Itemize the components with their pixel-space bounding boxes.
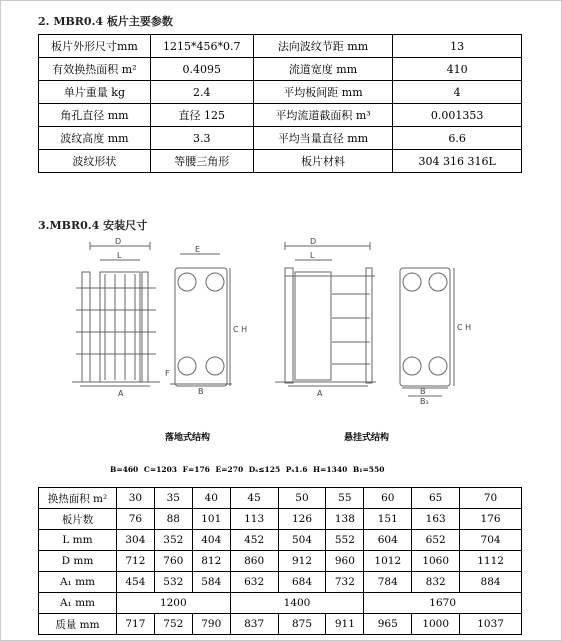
floor-side-view (72, 242, 160, 386)
table-cell: 流道宽度 mm (253, 58, 393, 81)
table-cell: 35 (154, 488, 192, 509)
dim-label-a-right: A (317, 389, 323, 398)
table-cell: 有效换热面积 m² (39, 58, 151, 81)
table-cell: 101 (192, 509, 230, 530)
table-row (39, 81, 522, 104)
table-cell: 790 (192, 614, 230, 635)
table-cell: 752 (154, 614, 192, 635)
dim-label-ch: C H (233, 325, 248, 334)
table-cell: 3.3 (150, 127, 253, 150)
row-label: 换热面积 m² (39, 488, 117, 509)
section2-heading: 2. MBR0.4 板片主要参数 (38, 15, 173, 28)
table-cell: 1215*456*0.7 (150, 35, 253, 58)
section3-heading: 3.MBR0.4 安装尺寸 (38, 219, 148, 232)
table-cell: 812 (192, 551, 230, 572)
table-cell: 304 (116, 530, 154, 551)
table-cell: 832 (412, 572, 460, 593)
caption-floor-type: 落地式结构 (165, 433, 211, 443)
table-cell: 平均流道截面积 m³ (253, 104, 393, 127)
table-cell: 784 (364, 572, 412, 593)
table-cell: 604 (364, 530, 412, 551)
table-cell: 55 (326, 488, 364, 509)
group-cell: 1200 (116, 593, 230, 614)
table-cell: 760 (154, 551, 192, 572)
table-cell: 652 (412, 530, 460, 551)
table-cell: 40 (192, 488, 230, 509)
table-cell: 911 (326, 614, 364, 635)
table-cell: 13 (393, 35, 522, 58)
table-cell: 965 (364, 614, 412, 635)
table-cell: 50 (278, 488, 326, 509)
row-label: 质量 mm (39, 614, 117, 635)
table-cell: 712 (116, 551, 154, 572)
table-cell: 632 (230, 572, 278, 593)
table-cell: 138 (326, 509, 364, 530)
table-cell: 163 (412, 509, 460, 530)
table-cell: 684 (278, 572, 326, 593)
table-cell: 0.001353 (393, 104, 522, 127)
table-cell: 860 (230, 551, 278, 572)
table-cell: 88 (154, 509, 192, 530)
table-cell: 65 (412, 488, 460, 509)
table-cell: 584 (192, 572, 230, 593)
table-row (39, 572, 522, 593)
table-cell: 532 (154, 572, 192, 593)
table-cell: 1112 (460, 551, 522, 572)
table-cell: 113 (230, 509, 278, 530)
table-cell: 504 (278, 530, 326, 551)
hanging-side-view (275, 242, 376, 386)
plate-parameters-table (38, 34, 522, 173)
table-cell: 875 (278, 614, 326, 635)
table-cell: 1012 (364, 551, 412, 572)
table-row (39, 150, 522, 173)
table-cell: 平均板间距 mm (253, 81, 393, 104)
weight-row (39, 614, 522, 635)
table-row (39, 551, 522, 572)
install-parameters: B=460 C=1203 F=176 E=270 Dₛ≤125 Pₛ1.6 H=1340 B₁=550 (110, 465, 385, 474)
table-cell: 等腰三角形 (150, 150, 253, 173)
dim-label-f: F (165, 369, 170, 378)
installation-drawing (70, 238, 490, 438)
table-cell: 平均当量直径 mm (253, 127, 393, 150)
table-cell: 法向波纹节距 mm (253, 35, 393, 58)
table-row (39, 127, 522, 150)
dim-label-d: D (115, 238, 122, 246)
dim-label-b: B (198, 387, 204, 396)
table-cell: 76 (116, 509, 154, 530)
table-cell: 304 316 316L (393, 150, 522, 173)
table-cell: 960 (326, 551, 364, 572)
table-row (39, 35, 522, 58)
table-cell: 552 (326, 530, 364, 551)
table-cell: 452 (230, 530, 278, 551)
row-label: A₁ mm (39, 572, 117, 593)
table-cell: 151 (364, 509, 412, 530)
group-cell: 1400 (230, 593, 364, 614)
table-cell: 410 (393, 58, 522, 81)
table-cell: 454 (116, 572, 154, 593)
table-cell: 角孔直径 mm (39, 104, 151, 127)
table-cell: 板片外形尺寸mm (39, 35, 151, 58)
table-cell: 45 (230, 488, 278, 509)
row-label: L mm (39, 530, 117, 551)
table-cell: 176 (460, 509, 522, 530)
table-cell: 126 (278, 509, 326, 530)
table-cell: 884 (460, 572, 522, 593)
table-cell: 4 (393, 81, 522, 104)
caption-hanging-type: 悬挂式结构 (344, 433, 390, 443)
table-cell: 704 (460, 530, 522, 551)
group-cell: 1670 (364, 593, 522, 614)
table-cell: 6.6 (393, 127, 522, 150)
dim-label-l: L (117, 251, 122, 260)
dim-label-b1-right: B₁ (420, 397, 429, 406)
table-row (39, 58, 522, 81)
hanging-front-view (400, 268, 454, 396)
table-cell: 波纹高度 mm (39, 127, 151, 150)
row-label: A₁ mm (39, 593, 117, 614)
table-cell: 912 (278, 551, 326, 572)
table-cell: 837 (230, 614, 278, 635)
table-cell: 2.4 (150, 81, 253, 104)
dim-label-b-right: B (420, 387, 426, 396)
dim-label-e: E (195, 245, 201, 254)
table-cell: 352 (154, 530, 192, 551)
table-cell: 60 (364, 488, 412, 509)
header-row (39, 488, 522, 509)
row-label: 板片数 (39, 509, 117, 530)
table-cell: 1060 (412, 551, 460, 572)
dim-label-d-right: D (310, 238, 317, 246)
table-cell: 板片材料 (253, 150, 393, 173)
table-cell: 直径 125 (150, 104, 253, 127)
table-row (39, 104, 522, 127)
table-cell: 0.4095 (150, 58, 253, 81)
table-row (39, 509, 522, 530)
table-cell: 732 (326, 572, 364, 593)
dim-label-l-right: L (310, 251, 315, 260)
model-dimensions-table (38, 487, 522, 635)
floor-front-view (170, 254, 232, 386)
table-row (39, 530, 522, 551)
dim-label-ch-right: C H (457, 323, 472, 332)
table-cell: 70 (460, 488, 522, 509)
table-cell: 404 (192, 530, 230, 551)
table-cell: 波纹形状 (39, 150, 151, 173)
table-cell: 1000 (412, 614, 460, 635)
table-cell: 1037 (460, 614, 522, 635)
table-cell: 30 (116, 488, 154, 509)
row-label: D mm (39, 551, 117, 572)
table-cell: 717 (116, 614, 154, 635)
dim-label-a: A (118, 389, 124, 398)
table-cell: 单片重量 kg (39, 81, 151, 104)
a1-group-row (39, 593, 522, 614)
